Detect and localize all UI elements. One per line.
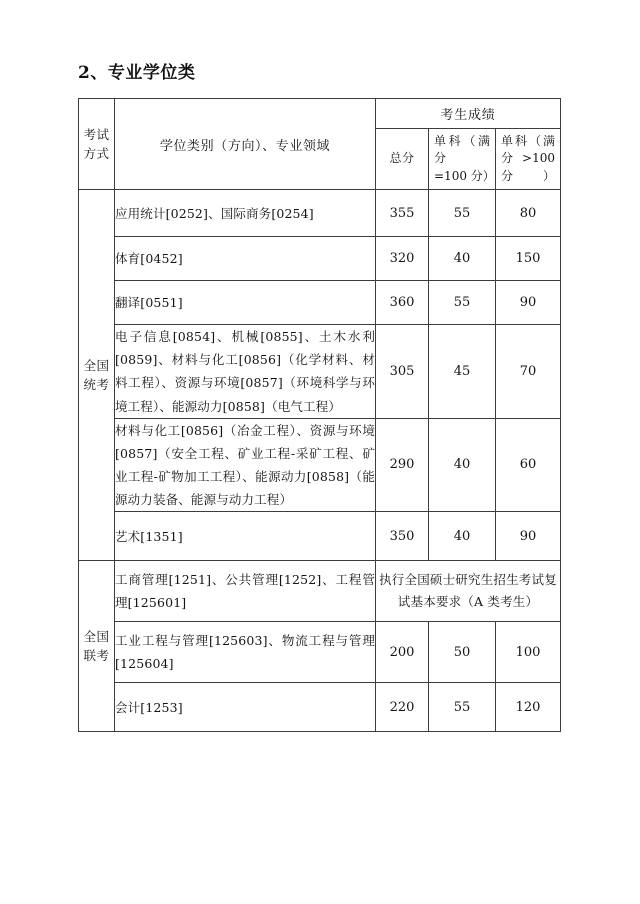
cell-degree-field: 艺术[1351] bbox=[115, 512, 376, 561]
header-score-group: 考生成绩 bbox=[376, 99, 561, 129]
cell-single-eq100: 55 bbox=[429, 683, 496, 732]
table-header-row-top bbox=[79, 99, 561, 129]
cell-degree-field: 会计[1253] bbox=[115, 683, 376, 732]
cell-degree-field: 工商管理[1251]、公共管理[1252]、工程管理[125601] bbox=[115, 561, 376, 622]
section-label-line1: 全国 bbox=[83, 357, 110, 373]
table-row bbox=[79, 190, 561, 237]
header-single-gt100-line1: 单科（满 bbox=[501, 134, 555, 148]
table-row bbox=[79, 237, 561, 281]
cell-total-score: 220 bbox=[376, 683, 429, 732]
cell-single-eq100: 55 bbox=[429, 281, 496, 325]
page-title: 2、专业学位类 bbox=[78, 63, 196, 83]
header-single-eq100 bbox=[429, 129, 496, 190]
table-row bbox=[79, 325, 561, 419]
table-row bbox=[79, 281, 561, 325]
cell-total-score: 320 bbox=[376, 237, 429, 281]
cell-total-score: 305 bbox=[376, 325, 429, 419]
header-degree-field: 学位类别（方向）、专业领域 bbox=[115, 99, 376, 190]
cell-single-gt100: 90 bbox=[496, 281, 561, 325]
section-label-line2: 统考 bbox=[83, 377, 110, 393]
header-single-eq100-line2: =100 分） bbox=[434, 168, 495, 183]
cell-degree-field: 应用统计[0252]、国际商务[0254] bbox=[115, 190, 376, 237]
section-label-line2: 联考 bbox=[83, 648, 110, 664]
header-exam-mode-line2: 方式 bbox=[83, 146, 110, 162]
cell-single-gt100: 120 bbox=[496, 683, 561, 732]
table-row bbox=[79, 418, 561, 512]
table-header bbox=[79, 99, 561, 190]
cell-total-score: 360 bbox=[376, 281, 429, 325]
section-label-line1: 全国 bbox=[83, 628, 110, 644]
header-single-eq100-line1: 单科（满分 bbox=[434, 134, 490, 166]
table-row bbox=[79, 622, 561, 683]
header-single-gt100-line2: 分>100 分） bbox=[501, 151, 555, 183]
section-label-national-joint bbox=[79, 561, 115, 732]
cell-single-gt100: 60 bbox=[496, 418, 561, 512]
cell-degree-field: 翻译[0551] bbox=[115, 281, 376, 325]
cell-single-eq100: 55 bbox=[429, 190, 496, 237]
cell-merged-requirement-note: 执行全国硕士研究生招生考试复试基本要求（A 类考生） bbox=[376, 561, 561, 622]
cell-total-score: 355 bbox=[376, 190, 429, 237]
table-row bbox=[79, 561, 561, 622]
cell-single-eq100: 40 bbox=[429, 418, 496, 512]
cell-single-gt100: 90 bbox=[496, 512, 561, 561]
cell-degree-field: 体育[0452] bbox=[115, 237, 376, 281]
cell-degree-field: 电子信息[0854]、机械[0855]、土木水利[0859]、材料与化工[0856]（化学材料、材料工程）、资源与环境[0857]（环境科学与环境工程）、能源动力[0858]（电气工程） bbox=[115, 325, 376, 419]
header-exam-mode-line1: 考试 bbox=[83, 126, 110, 142]
cell-degree-field: 材料与化工[0856]（冶金工程）、资源与环境[0857]（安全工程、矿业工程-采矿工程、矿业工程-矿物加工工程）、能源动力[0858]（能源动力装备、能源与动力工程） bbox=[115, 418, 376, 512]
cell-single-eq100: 45 bbox=[429, 325, 496, 419]
table-row bbox=[79, 683, 561, 732]
header-total-score: 总分 bbox=[376, 129, 429, 190]
cell-degree-field: 工业工程与管理[125603]、物流工程与管理[125604] bbox=[115, 622, 376, 683]
cell-single-gt100: 80 bbox=[496, 190, 561, 237]
cell-total-score: 200 bbox=[376, 622, 429, 683]
cell-single-gt100: 100 bbox=[496, 622, 561, 683]
cell-single-gt100: 70 bbox=[496, 325, 561, 419]
cell-single-gt100: 150 bbox=[496, 237, 561, 281]
cell-single-eq100: 40 bbox=[429, 237, 496, 281]
admission-score-table bbox=[78, 98, 561, 732]
header-single-gt100 bbox=[496, 129, 561, 190]
header-exam-mode bbox=[79, 99, 115, 190]
cell-total-score: 350 bbox=[376, 512, 429, 561]
cell-total-score: 290 bbox=[376, 418, 429, 512]
table-body bbox=[79, 190, 561, 732]
section-label-national-unified bbox=[79, 190, 115, 561]
cell-single-eq100: 40 bbox=[429, 512, 496, 561]
table-row bbox=[79, 512, 561, 561]
cell-single-eq100: 50 bbox=[429, 622, 496, 683]
